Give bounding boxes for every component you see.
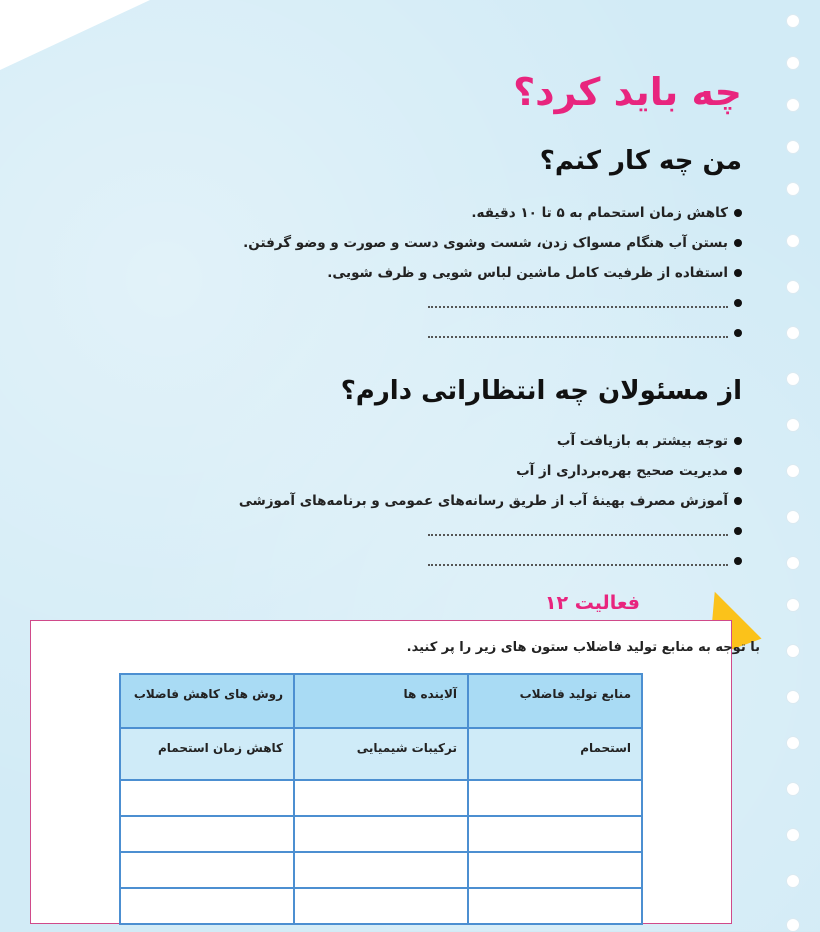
list-item: آموزش مصرف بهینهٔ آب از طریق رسانه‌های عمومی و برنامه‌های آموزشی [239, 486, 742, 516]
list-item: مدیریت صحیح بهره‌برداری از آب [239, 456, 742, 486]
binder-hole [786, 828, 800, 842]
binder-hole [786, 182, 800, 196]
section-title-personal: من چه کار کنم؟ [539, 146, 742, 176]
list-item: توجه بیشتر به بازیافت آب [239, 426, 742, 456]
binder-hole [786, 14, 800, 28]
section-title-officials: از مسئولان چه انتظاراتی دارم؟ [340, 376, 742, 406]
blank-answer-line[interactable] [243, 318, 742, 348]
binder-hole [786, 736, 800, 750]
binder-hole [786, 510, 800, 524]
page-title: چه باید کرد؟ [513, 70, 742, 114]
table-cell: کاهش زمان استحمام [120, 728, 294, 780]
table-row [120, 888, 642, 924]
table-row [120, 780, 642, 816]
table-header: روش های کاهش فاضلاب [120, 674, 294, 728]
table-cell-empty[interactable] [468, 888, 642, 924]
table-row [120, 852, 642, 888]
binder-hole [786, 418, 800, 432]
binder-hole [786, 556, 800, 570]
table-row [120, 728, 642, 780]
binder-hole [786, 234, 800, 248]
table-cell-empty[interactable] [294, 852, 468, 888]
table-cell-empty[interactable] [294, 780, 468, 816]
table-cell: ترکیبات شیمیایی [294, 728, 468, 780]
list-item: استفاده از ظرفیت کامل ماشین لباس شویی و ظرف شویی. [243, 258, 742, 288]
personal-actions-list [243, 198, 742, 348]
blank-answer-line[interactable] [243, 288, 742, 318]
binder-hole [786, 690, 800, 704]
table-cell-empty[interactable] [120, 780, 294, 816]
table-cell-empty[interactable] [294, 888, 468, 924]
table-header: منابع تولید فاضلاب [468, 674, 642, 728]
blank-answer-line[interactable] [239, 516, 742, 546]
table-cell-empty[interactable] [120, 816, 294, 852]
table-cell-empty[interactable] [120, 888, 294, 924]
binder-hole [786, 326, 800, 340]
table-cell-empty[interactable] [294, 816, 468, 852]
table-cell: استحمام [468, 728, 642, 780]
activity-title: فعالیت ۱۲ [544, 592, 640, 614]
blank-answer-line[interactable] [239, 546, 742, 576]
binder-hole [786, 372, 800, 386]
table-cell-empty[interactable] [468, 852, 642, 888]
binder-hole [786, 644, 800, 658]
wastewater-table [119, 673, 643, 925]
binder-hole [786, 98, 800, 112]
binder-hole [786, 874, 800, 888]
list-item: کاهش زمان استحمام به ۵ تا ۱۰ دقیقه. [243, 198, 742, 228]
binder-hole [786, 782, 800, 796]
table-cell-empty[interactable] [468, 780, 642, 816]
list-item: بستن آب هنگام مسواک زدن، شست وشوی دست و صورت و وضو گرفتن. [243, 228, 742, 258]
table-cell-empty[interactable] [120, 852, 294, 888]
binder-hole [786, 464, 800, 478]
paper-corner [0, 0, 150, 70]
table-row [120, 816, 642, 852]
table-cell-empty[interactable] [468, 816, 642, 852]
activity-instruction: با توجه به منابع تولید فاضلاب ستون های زیر را پر کنید. [406, 640, 760, 655]
table-header-row [120, 674, 642, 728]
officials-expectations-list [239, 426, 742, 576]
binder-hole [786, 56, 800, 70]
binder-hole [786, 140, 800, 154]
table-header: آلاینده ها [294, 674, 468, 728]
binder-hole [786, 918, 800, 932]
binder-holes [782, 0, 800, 931]
binder-hole [786, 598, 800, 612]
binder-hole [786, 280, 800, 294]
